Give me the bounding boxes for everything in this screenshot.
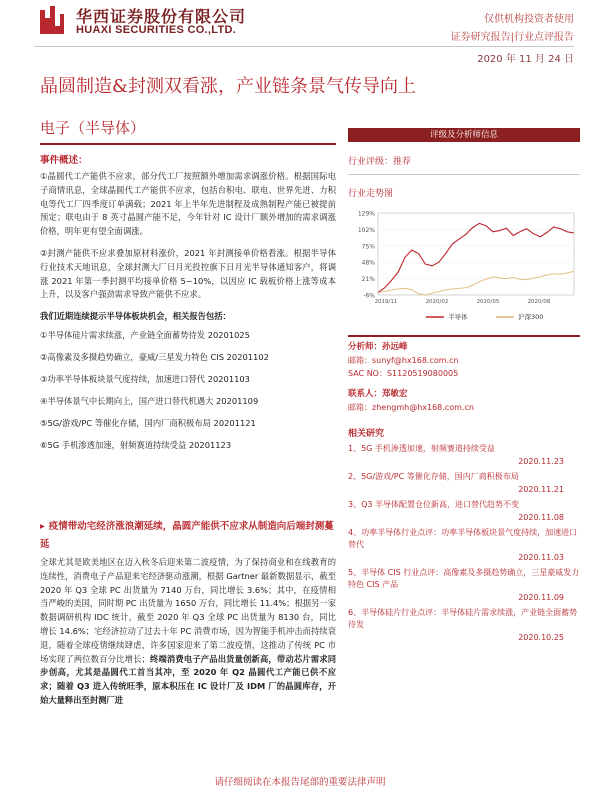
analyst-1-name: 分析师：孙远峰 bbox=[348, 342, 408, 352]
sector-divider bbox=[40, 143, 336, 145]
analysis-subheading-text: 疫情带动宅经济涨浪潮延续，晶圆产能供不应求从制造向后端封测蔓延 bbox=[40, 521, 334, 550]
related-item[interactable]: 1、5G 手机渗透加速，射频赛道持续受益 bbox=[348, 444, 495, 453]
report-title: 晶圆制造&封测双看涨，产业链条景气传导向上 bbox=[40, 76, 417, 97]
list-item: ⑤5G/游戏/PC 等催化存储，国内厂商积极布局 20201121 bbox=[40, 417, 256, 428]
related-heading: 相关研究 bbox=[348, 429, 385, 439]
analyst-info bbox=[348, 335, 580, 414]
event-paragraph-1: ①晶圆代工产能供不应求，部分代工厂按照额外增加需求调涨价格。根据国际电子商情讯息，全球晶圆代工产能供不应求，包括台积电、联电、世界先进、力积电等代工厂四季度订单满载；2021 年上半年先进制程及成熟制程产能已被提前预定；联电由于 8 英寸晶圆产能不足，今年针对 IC 设计厂额外增加的需求调涨价格，明年更有望全面调涨。 bbox=[40, 171, 336, 237]
event-summary bbox=[40, 152, 336, 461]
related-date: 2020.11.23 bbox=[518, 457, 564, 466]
list-item: ①半导体硅片需求续涨，产业链全面蓄势待发 20201025 bbox=[40, 329, 250, 340]
contact-name: 联系人：郑敏宏 bbox=[348, 389, 408, 399]
company-name-en: HUAXI SECURITIES CO.,LTD. bbox=[76, 24, 237, 36]
sector-label: 电子（半导体） bbox=[40, 119, 146, 137]
contact-email[interactable]: 邮箱：zhengmh@hx168.com.cn bbox=[348, 403, 474, 412]
report-date: 2020 年 11 月 24 日 bbox=[477, 54, 574, 65]
related-item[interactable]: 3、Q3 半导体配置仓位新高，进口替代趋势不变 bbox=[348, 500, 520, 509]
rating-divider bbox=[348, 174, 580, 175]
related-date: 2020.11.09 bbox=[518, 593, 564, 602]
y-tick-label: -6% bbox=[363, 292, 375, 300]
x-tick-label: 2020/02 bbox=[425, 299, 449, 305]
y-tick-label: 21% bbox=[361, 276, 375, 284]
x-tick-label: 2020/08 bbox=[527, 299, 551, 305]
trend-chart bbox=[348, 207, 580, 325]
related-date: 2020.11.08 bbox=[518, 513, 564, 522]
y-tick-label: 102% bbox=[357, 226, 375, 234]
industry-rating: 行业评级：推荐 bbox=[348, 157, 412, 167]
report-type-tag: 证券研究报告|行业点评报告 bbox=[450, 32, 574, 43]
analysis-paragraph bbox=[40, 556, 336, 708]
series-line-csi300 bbox=[378, 271, 574, 295]
analyst-1-email[interactable]: 邮箱：sunyf@hx168.com.cn bbox=[348, 356, 459, 365]
huaxi-logo-icon bbox=[36, 4, 66, 36]
trend-chart-title: 行业走势图 bbox=[348, 189, 394, 199]
related-research bbox=[348, 426, 580, 644]
y-tick-label: 75% bbox=[361, 243, 375, 251]
legal-notice-footer: 请仔细阅读在本报告尾部的重要法律声明 bbox=[214, 777, 386, 788]
event-heading: 事件概述： bbox=[40, 155, 88, 166]
company-name-cn: 华西证券股份有限公司 bbox=[76, 7, 247, 26]
analysis-bold-text: 终端消费电子产品出货量创新高，带动芯片需求同步创高，尤其是晶圆代工首当其冲，至 2020 年 Q2 晶圆代工产能已供不应求；随着 Q3 进入传统旺季，原本积压在 IC 设计厂及 IDM 厂的晶圆库存，开始大量释出至封测厂进 bbox=[40, 653, 336, 705]
related-intro: 我们近期连续提示半导体板块机会，相关报告包括： bbox=[40, 311, 231, 322]
analyst-1-sac: SAC NO：S1120519080005 bbox=[348, 369, 459, 378]
x-tick-label: 2019/11 bbox=[374, 299, 398, 305]
triangle-bullet-icon: ▸ bbox=[40, 521, 45, 532]
y-tick-label: 129% bbox=[357, 210, 375, 218]
legend-label: 半导体 bbox=[448, 313, 468, 321]
related-item[interactable]: 2、5G/游戏/PC 等催化存储，国内厂商积极布局 bbox=[348, 472, 519, 481]
list-item: ⑥5G 手机渗透加速，射频赛道持续受益 20201123 bbox=[40, 439, 232, 450]
list-item: ④半导体景气中长期向上，国产进口替代机遇大 20201109 bbox=[40, 395, 259, 406]
header-divider bbox=[34, 46, 574, 47]
series-line-semiconductor bbox=[378, 223, 574, 292]
list-item: ②高像素及多摄趋势确立，豪威/三星发力特色 CIS 20201102 bbox=[40, 351, 269, 362]
audience-tag: 仅供机构投资者使用 bbox=[484, 14, 574, 25]
page-header bbox=[0, 0, 600, 70]
y-tick-label: 48% bbox=[361, 259, 375, 267]
analysis-subheading bbox=[40, 518, 340, 554]
list-item: ③功率半导体板块景气度持续，加速进口替代 20201103 bbox=[40, 373, 250, 384]
related-date: 2020.10.25 bbox=[518, 633, 564, 642]
x-tick-label: 2020/05 bbox=[476, 299, 500, 305]
related-date: 2020.11.03 bbox=[518, 553, 564, 562]
related-date: 2020.11.21 bbox=[518, 485, 564, 494]
trend-chart-svg bbox=[348, 207, 580, 325]
related-item[interactable]: 5、半导体 CIS 行业点评：高像素及多摄趋势确立，三星豪威发力特色 CIS 产品 bbox=[348, 568, 580, 589]
legend-label: 沪深300 bbox=[518, 313, 544, 321]
analysis-body bbox=[40, 556, 336, 708]
analysis-text: 全球尤其是欧美地区在迈入秋冬后迎来第二波疫情，为了保持商业和在线教育的连续性，消费电子产品迎来宅经济驱动涨潮，根据 Gartner 最新数据显示，截至 2020 年 Q3 全球 PC 出货量为 7140 万台，同比增长 3.6%；其中，在疫情相当严峻的美国，同时期 PC 出货量为 1650 万台，同比增长 11.4%；根据另一家数据调研机构 IDC 统计，截至 2020 年 Q3 全球 PC 出货量为 8130 台，同比增长 14.6%；宅经济拉动了过去十年 PC 消费市场，因为智能手机冲击而持续衰退，随着全球疫情继续肆虐，许多国家迎来了第二波疫情，这推动了传统 PC 市场实现了两位数百分比增长； bbox=[40, 557, 336, 664]
sidebar bbox=[348, 128, 580, 644]
related-item[interactable]: 6、半导体硅片行业点评：半导体硅片需求续涨，产业链全面蓄势待发 bbox=[348, 608, 578, 629]
rating-info-bar: 评级及分析师信息 bbox=[348, 128, 580, 142]
related-item[interactable]: 4、功率半导体行业点评：功率半导体板块景气度持续，加速进口替代 bbox=[348, 528, 578, 549]
event-paragraph-2: ②封测产能供不应求叠加原材料涨价，2021 年封测接单价格看涨。根据半导体行业技术天地讯息，全球封测大厂日月光投控旗下日月光半导体通知客户，将调涨 2021 年第一季封测平均接单价格 5~10%，以因应 IC 载板价格上涨等成本上升，以及客户强劲需求导致产能供不应求。 bbox=[40, 247, 336, 300]
